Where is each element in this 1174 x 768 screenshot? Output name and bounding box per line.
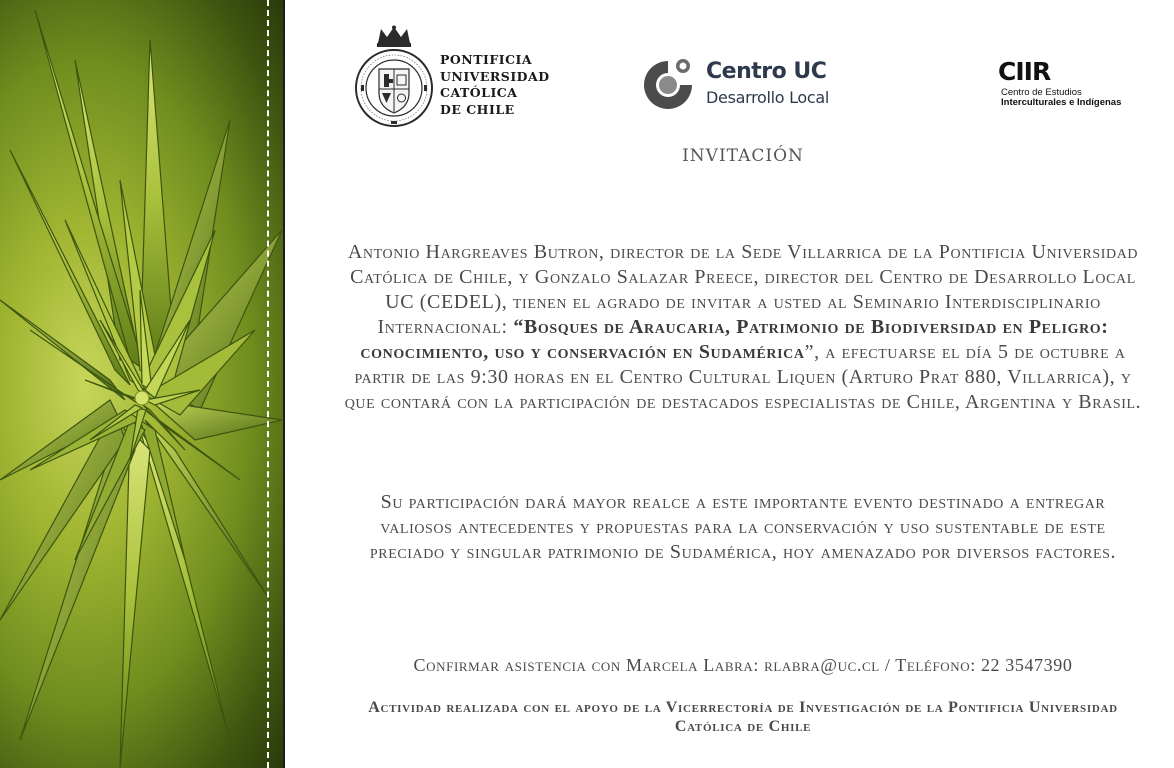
puc-seal-icon — [353, 25, 435, 131]
perforation-line — [267, 0, 269, 768]
seminar-title: “Bosques de Araucaria, Patrimonio de Biodiversidad en Peligro: conocimiento, uso y conservación en Sudamérica — [360, 316, 1109, 363]
invitation-paragraph-2: Su participación dará mayor realce a este importante evento destinado a entregar valiosos antecedentes y propuestas para la conservación y uso sustentable de este preciado y singular patrimonio de Sudamérica, hoy amenazado por diversos factores. — [369, 491, 1117, 563]
cedel-logo — [640, 57, 850, 109]
support-note: Actividad realizada con el apoyo de la Vicerrectoría de Investigación de la Pontificia Universidad Católica de Chile — [368, 699, 1118, 735]
ciir-logo — [998, 58, 1148, 113]
puc-name: PONTIFICIA UNIVERSIDAD CATÓLICA DE CHILE — [440, 52, 550, 117]
invitation-paragraph-1 — [343, 240, 1143, 415]
paragraph-1-intro: Antonio Hargreaves Butron, director de la Sede Villarrica de la Pontificia Universidad Católica de Chile, y Gonzalo Salazar Preece, director del Centro de Desarrollo Local UC (CEDEL), tienen el agrado de invitar a usted al Seminario Interdisciplinario Internacional: — [347, 241, 1139, 338]
ciir-subtitle-line2: Interculturales e Indígenas — [1001, 97, 1122, 108]
araucaria-photo — [0, 0, 283, 768]
photo-divider — [283, 0, 285, 768]
rsvp-line: Confirmar asistencia con Marcela Labra: rlabra@uc.cl / Teléfono: 22 3547390 — [413, 655, 1073, 675]
cedel-title: Centro UC — [706, 59, 827, 84]
ciir-title: CIIR — [998, 57, 1051, 86]
cedel-subtitle: Desarrollo Local — [706, 88, 830, 107]
invitation-heading: INVITACIÓN — [682, 146, 804, 166]
ciir-subtitle-line1: Centro de Estudios — [1001, 87, 1082, 98]
cedel-mark-icon — [640, 57, 696, 109]
puc-logo — [353, 25, 550, 133]
araucaria-leaves-illustration — [0, 0, 283, 768]
paragraph-1-rest: ”, a efectuarse el día 5 de octubre a partir de las 9:30 horas en el Centro Cultural Liquen (Arturo Prat 880, Villarrica), y que contará con la participación de destacados especialistas de Chile, Argentina y Brasil. — [344, 341, 1142, 413]
